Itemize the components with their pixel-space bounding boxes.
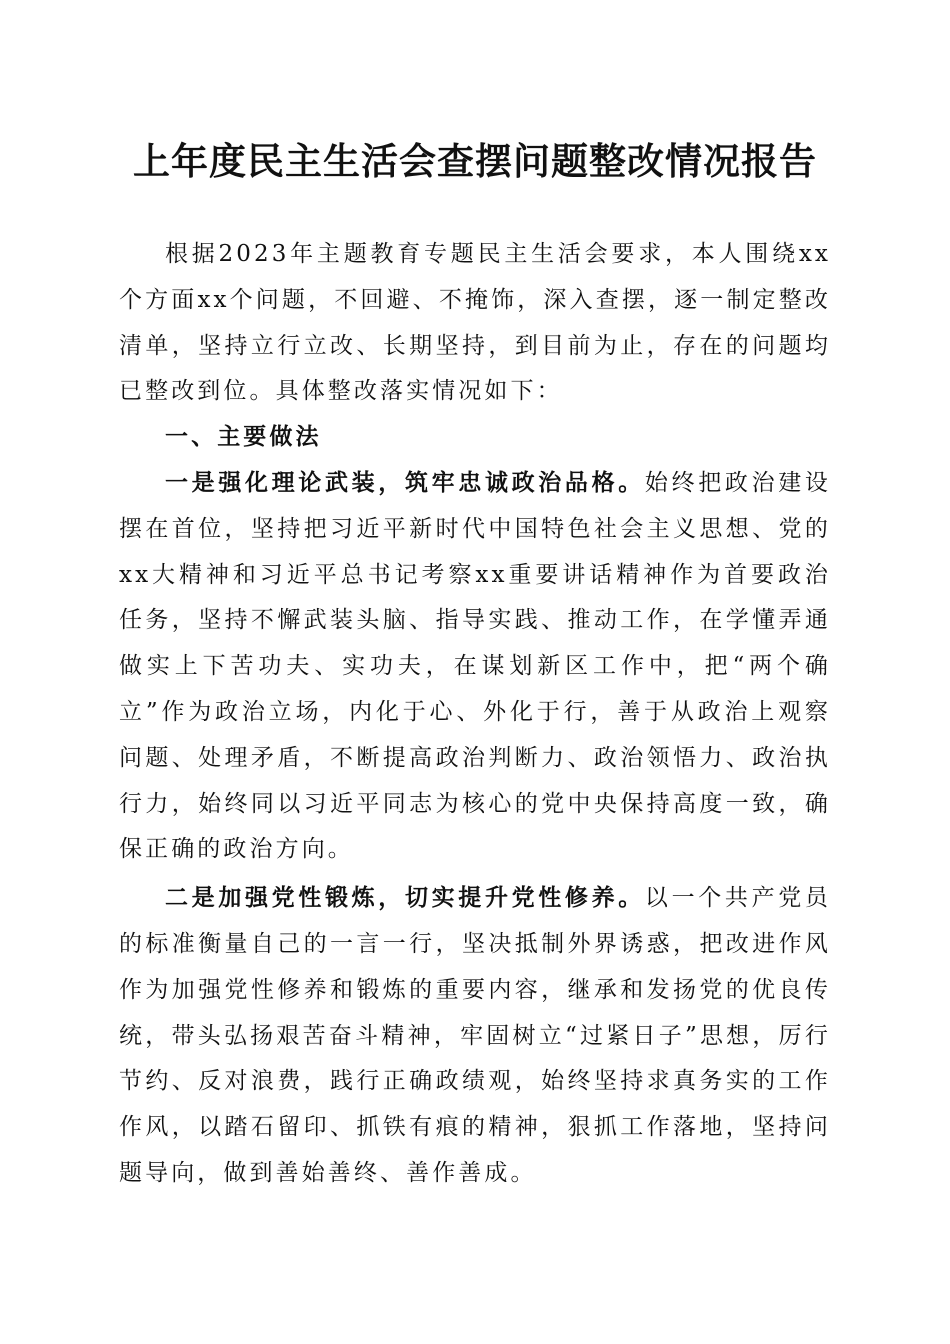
item-text-2: 以一个共产党员的标准衡量自己的一言一行，坚决抵制外界诱惑，把改进作风作为加强党性修养和锻炼的重要内容，继承和发扬党的优良传统，带头弘扬艰苦奋斗精神，牢固树立“过紧日子”思想，厉行节约、反对浪费，践行正确政绩观，始终坚持求真务实的工作作风，以踏石留印、抓铁有痕的精神，狠抓工作落地，坚持问题导向，做到善始善终、善作善成。 [119,885,831,1186]
document-body [119,232,831,1197]
section-heading-main-practices: 一、主要做法 [165,424,322,451]
item-lead-1: 一是强化理论武装，筑牢忠诚政治品格。 [165,469,645,496]
document-title: 上年度民主生活会查摆问题整改情况报告 [133,139,817,183]
intro-paragraph: 根据2023年主题教育专题民主生活会要求，本人围绕xx个方面xx个问题，不回避、不掩饰，深入查摆，逐一制定整改清单，坚持立行立改、长期坚持，到目前为止，存在的问题均已整改到位。具体整改落实情况如下： [119,241,831,405]
item-lead-2: 二是加强党性锻炼，切实提升党性修养。 [165,885,645,912]
item-text-1: 始终把政治建设摆在首位，坚持把习近平新时代中国特色社会主义思想、党的xx大精神和习近平总书记考察xx重要讲话精神作为首要政治任务，坚持不懈武装头脑、指导实践、推动工作，在学懂弄通做实上下苦功夫、实功夫，在谋划新区工作中，把“两个确立”作为政治立场，内化于心、外化于行，善于从政治上观察问题、处理矛盾，不断提高政治判断力、政治领悟力、政治执行力，始终同以习近平同志为核心的党中央保持高度一致，确保正确的政治方向。 [119,469,831,863]
item-paragraph-1 [119,461,831,873]
item-paragraph-2 [119,876,831,1197]
